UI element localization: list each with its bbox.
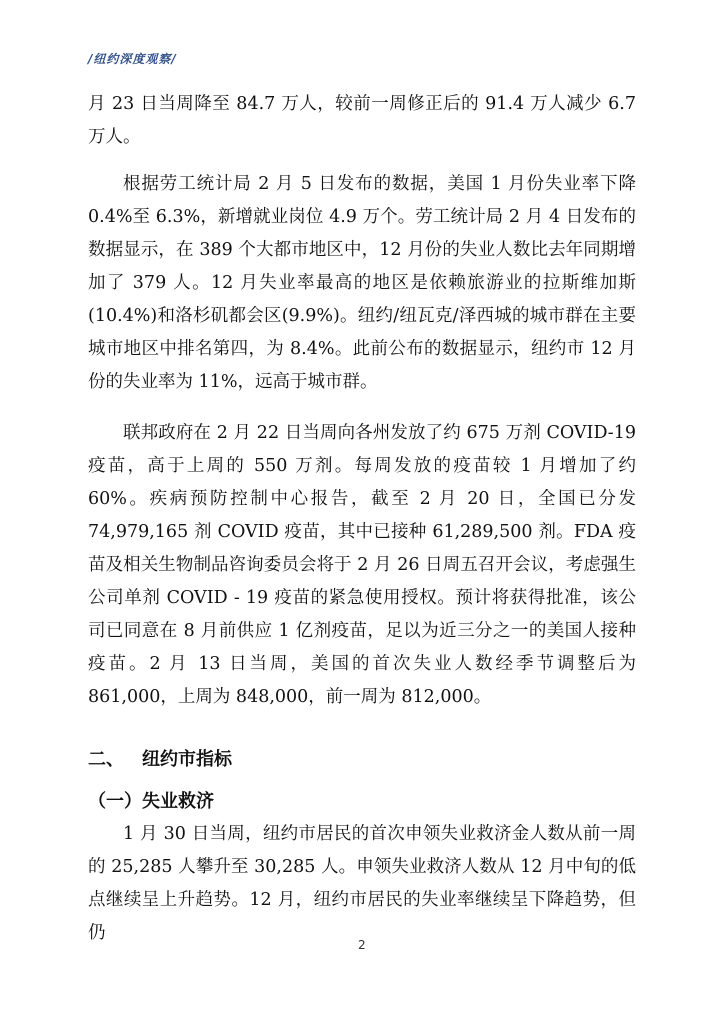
paragraph-unemployment-relief: 1 月 30 日当周，纽约市居民的首次申领失业救济金人数从前一周的 25,285 人攀升至 30,285 人。申领失业救济人数从 12 月中旬的低点继续呈上升趋势。12 月，纽约市居民的失业率继续呈下降趋势，但仍 — [88, 824, 636, 943]
paragraph-gap — [88, 399, 636, 417]
paragraph-vaccine-distribution: 联邦政府在 2 月 22 日当周向各州发放了约 675 万剂 COVID-19 疫苗，高于上周的 550 万剂。每周发放的疫苗较 1 月增加了约 60%。疾病预防控制中心报告，截至 2 月 20 日，全国已分发 74,979,165 剂 COVID 疫苗，其中已接种 61,289,500 剂。FDA 疫苗及相关生物制品咨询委员会将于 2 月 26 日周五召开会议，考虑强生公司单剂 COVID - 19 疫苗的紧急使用授权。预计将获得批准，该公司已同意在 8 月前供应 1 亿剂疫苗，足以为近三分之一的美国人接种疫苗。2 月 13 日当周，美国的首次失业人数经季节调整后为 861,000，上周为 848,000，前一周为 812,000。 — [88, 423, 636, 707]
header-label: /纽约深度观察/ — [88, 52, 177, 66]
subsection-heading: （一）失业救济 — [88, 791, 214, 812]
section-number: 二、 — [88, 749, 124, 770]
page-number: 2 — [358, 938, 366, 952]
section-title: 纽约市指标 — [142, 749, 232, 770]
paragraph-labor-statistics: 根据劳工统计局 2 月 5 日发布的数据，美国 1 月份失业率下降 0.4%至 6.3%，新增就业岗位 4.9 万个。劳工统计局 2 月 4 日发布的数据显示，在 389 个大都市地区中，12 月份的失业人数比去年同期增加了 379 人。12 月失业率最高的地区是依赖旅游业的拉斯维加斯(10.4%)和洛杉矶都会区(9.9%)。纽约/纽瓦克/泽西城的城市群在主要城市地区中排名第四，为 8.4%。此前公布的数据显示，纽约市 12 月份的失业率为 11%，远高于城市群。 — [88, 174, 636, 392]
document-body — [88, 88, 636, 950]
section-heading — [88, 744, 636, 776]
paragraph-gap — [88, 154, 636, 168]
paragraph-continuation: 月 23 日当周降至 84.7 万人，较前一周修正后的 91.4 万人减少 6.7 万人。 — [88, 94, 636, 147]
